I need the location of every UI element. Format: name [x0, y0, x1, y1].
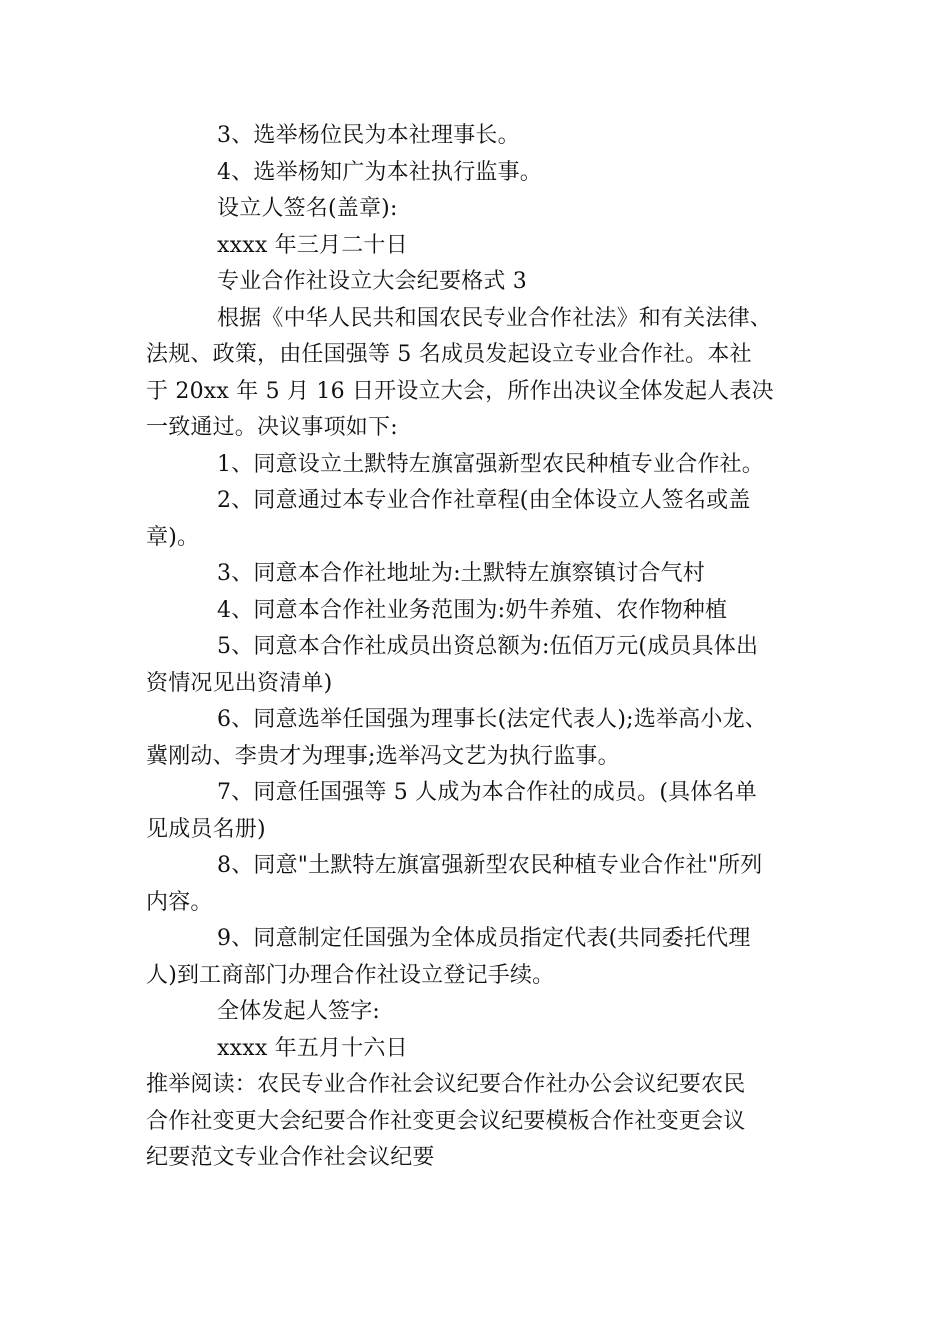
- paragraph-founder-signature: [146, 191, 810, 228]
- resolution-item-5: [146, 629, 810, 702]
- paragraph-date-march: [146, 228, 810, 265]
- text-line: 法规、政策，由任国强等 5 名成员发起设立专业合作社。本社: [146, 342, 752, 367]
- text-line: 纪要范文专业合作社会议纪要: [146, 1145, 435, 1170]
- resolution-item-1: [146, 447, 810, 484]
- text-line: 于 20xx 年 5 月 16 日开设立大会，所作出决议全体发起人表决: [146, 378, 774, 404]
- resolution-item-7: [146, 775, 810, 848]
- text-line: 2、同意通过本专业合作社章程(由全体设立人签名或盖: [217, 488, 751, 513]
- paragraph-all-founders-signature: [146, 994, 810, 1031]
- paragraph-item-4-supervisor: [146, 155, 810, 192]
- section-heading-format-3: [146, 264, 810, 301]
- text-line: 5、同意本合作社成员出资总额为:伍佰万元(成员具体出: [217, 634, 759, 659]
- resolution-item-2: [146, 483, 810, 556]
- text-line: 设立人签名(盖章):: [217, 196, 398, 221]
- text-line: 全体发起人签字:: [217, 999, 381, 1024]
- text-line: 9、同意制定任国强为全体成员指定代表(共同委托代理: [217, 926, 751, 951]
- text-line: 一致通过。决议事项如下:: [146, 415, 398, 440]
- paragraph-intro: [146, 301, 810, 447]
- text-line: 冀刚动、李贵才为理事;选举冯文艺为执行监事。: [146, 743, 620, 769]
- text-line: 3、选举杨位民为本社理事长。: [217, 123, 520, 148]
- text-line: 章)。: [146, 524, 200, 550]
- resolution-item-9: [146, 921, 810, 994]
- text-line: 资情况见出资清单): [146, 670, 333, 696]
- paragraph-item-3-chairman: [146, 118, 810, 155]
- resolution-item-6: [146, 702, 810, 775]
- text-line: xxxx 年三月二十日: [217, 232, 408, 258]
- text-line: 内容。: [146, 889, 213, 915]
- document-body: [146, 118, 810, 1177]
- text-line: 见成员名册): [146, 816, 266, 842]
- resolution-item-4: [146, 593, 810, 630]
- resolution-item-3: [146, 556, 810, 593]
- text-line: 专业合作社设立大会纪要格式 3: [217, 269, 527, 294]
- recommended-reading: [146, 1067, 810, 1177]
- text-line: 4、同意本合作社业务范围为:奶牛养殖、农作物种植: [217, 597, 728, 623]
- text-line: 4、选举杨知广为本社执行监事。: [217, 159, 542, 185]
- text-line: 1、同意设立土默特左旗富强新型农民种植专业合作社。: [217, 451, 764, 477]
- text-line: 8、同意"土默特左旗富强新型农民种植专业合作社"所列: [217, 853, 763, 878]
- text-line: 人)到工商部门办理合作社设立登记手续。: [146, 962, 555, 988]
- resolution-item-8: [146, 848, 810, 921]
- text-line: 7、同意任国强等 5 人成为本合作社的成员。(具体名单: [217, 780, 757, 805]
- text-line: 3、同意本合作社地址为:土默特左旗察镇讨合气村: [217, 561, 706, 586]
- text-line: 合作社变更大会纪要合作社变更会议纪要模板合作社变更会议: [146, 1108, 746, 1134]
- text-line: 推举阅读：农民专业合作社会议纪要合作社办公会议纪要农民: [146, 1072, 746, 1097]
- text-line: 6、同意选举任国强为理事长(法定代表人);选举高小龙、: [217, 707, 767, 732]
- paragraph-date-may: [146, 1031, 810, 1068]
- text-line: xxxx 年五月十六日: [217, 1035, 408, 1061]
- text-line: 根据《中华人民共和国农民专业合作社法》和有关法律、: [217, 305, 773, 331]
